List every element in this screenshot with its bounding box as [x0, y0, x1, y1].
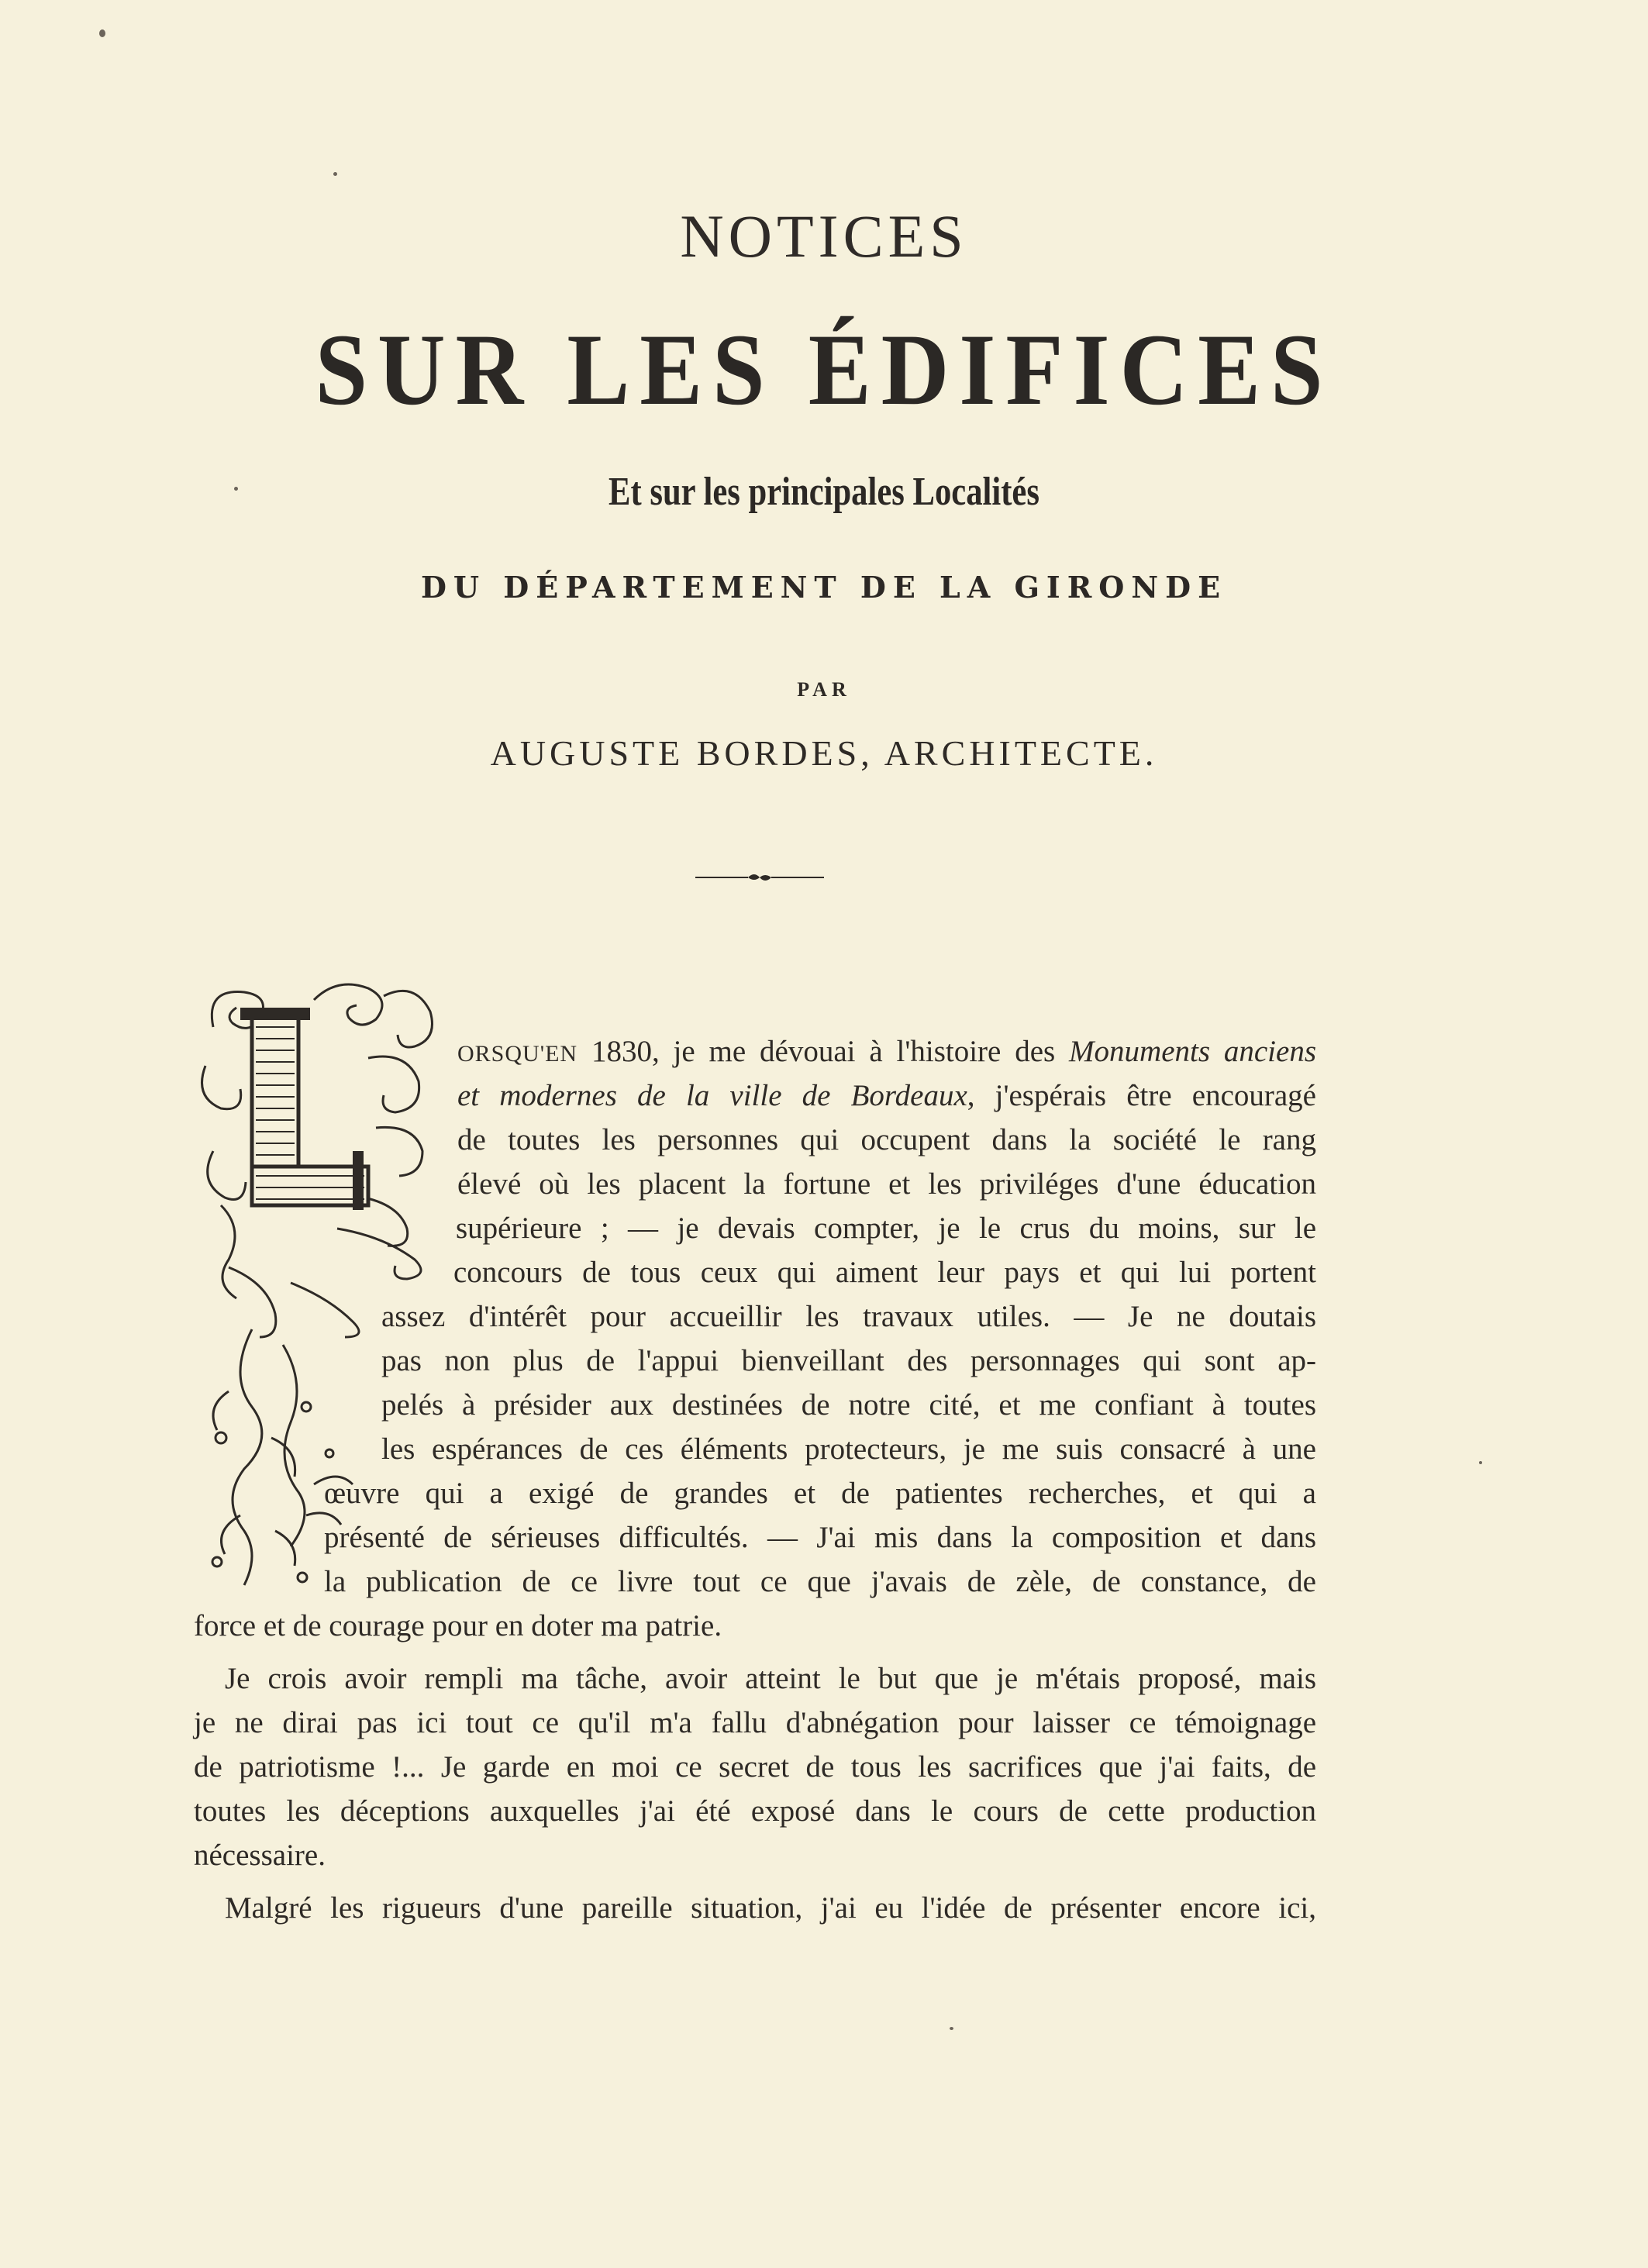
paper-speck [333, 172, 337, 176]
text-line-15: Je crois avoir rempli ma tâche, avoir atteint le but que je m'étais proposé, mais [225, 1662, 1316, 1695]
text-line-19: nécessaire. [194, 1839, 326, 1872]
separator-ornament [694, 868, 826, 887]
text-line-4: élevé où les placent la fortune et les priviléges d'une éducation [457, 1167, 1316, 1201]
book-title-italic: et modernes de la ville de Bordeaux [457, 1079, 967, 1112]
text-line-14: force et de courage pour en doter ma patrie. [194, 1609, 722, 1642]
text-line-18: toutes les déceptions auxquelles j'ai été exposé dans le cours de cette production [194, 1794, 1316, 1828]
paper-speck [1479, 1461, 1482, 1464]
text-line-16: je ne dirai pas ici tout ce qu'il m'a fallu d'abnégation pour laisser ce témoignage [194, 1706, 1316, 1739]
text-line-1 [457, 1030, 1316, 1074]
text-line-20: Malgré les rigueurs d'une pareille situation, j'ai eu l'idée de présenter encore ici, [225, 1891, 1316, 1925]
author-line: AUGUSTE BORDES, ARCHITECTE. [490, 733, 1158, 773]
subtitle: Et sur les principales Localités [609, 470, 1039, 514]
text-line-3: de toutes les personnes qui occupent dans la société le rang [457, 1123, 1316, 1156]
text-line-17: de patriotisme !... Je garde en moi ce secret de tous les sacrifices que j'ai faits, de [194, 1750, 1316, 1784]
text-line-9: pelés à présider aux destinées de notre cité, et me confiant à toutes [381, 1388, 1316, 1422]
paper-speck [99, 29, 105, 37]
text-line-8: pas non plus de l'appui bienveillant des personnages qui sont ap- [381, 1344, 1316, 1377]
title-line-2: SUR LES ÉDIFICES [315, 312, 1333, 426]
text-line-10: les espérances de ces éléments protecteurs, je me suis consacré à une [381, 1432, 1316, 1466]
text-line-11: œuvre qui a exigé de grandes et de patientes recherches, et qui a [324, 1477, 1316, 1510]
by-line: PAR [797, 678, 851, 701]
department-line: DU DÉPARTEMENT DE LA GIRONDE [420, 570, 1228, 605]
text-line-6: concours de tous ceux qui aiment leur pays et qui lui portent [453, 1256, 1316, 1289]
book-title-italic: Monuments anciens [1069, 1035, 1317, 1068]
text-line-5: supérieure ; — je devais compter, je le crus du moins, sur le [456, 1212, 1316, 1245]
paper-speck [950, 2027, 953, 2030]
title-line-1: NOTICES [680, 202, 968, 270]
text-line-2 [457, 1074, 1316, 1118]
text-segment: , j'espérais être encouragé [967, 1079, 1316, 1112]
text-line-13: la publication de ce livre tout ce que j'avais de zèle, de constance, de [324, 1565, 1316, 1598]
text-line-12: présenté de sérieuses difficultés. — J'ai mis dans la composition et dans [324, 1521, 1316, 1554]
smallcaps-opening: ORSQU'EN [457, 1041, 578, 1067]
text-segment: 1830, je me dévouai à l'histoire des [577, 1035, 1070, 1068]
text-line-7: assez d'intérêt pour accueillir les travaux utiles. — Je ne doutais [381, 1300, 1316, 1333]
